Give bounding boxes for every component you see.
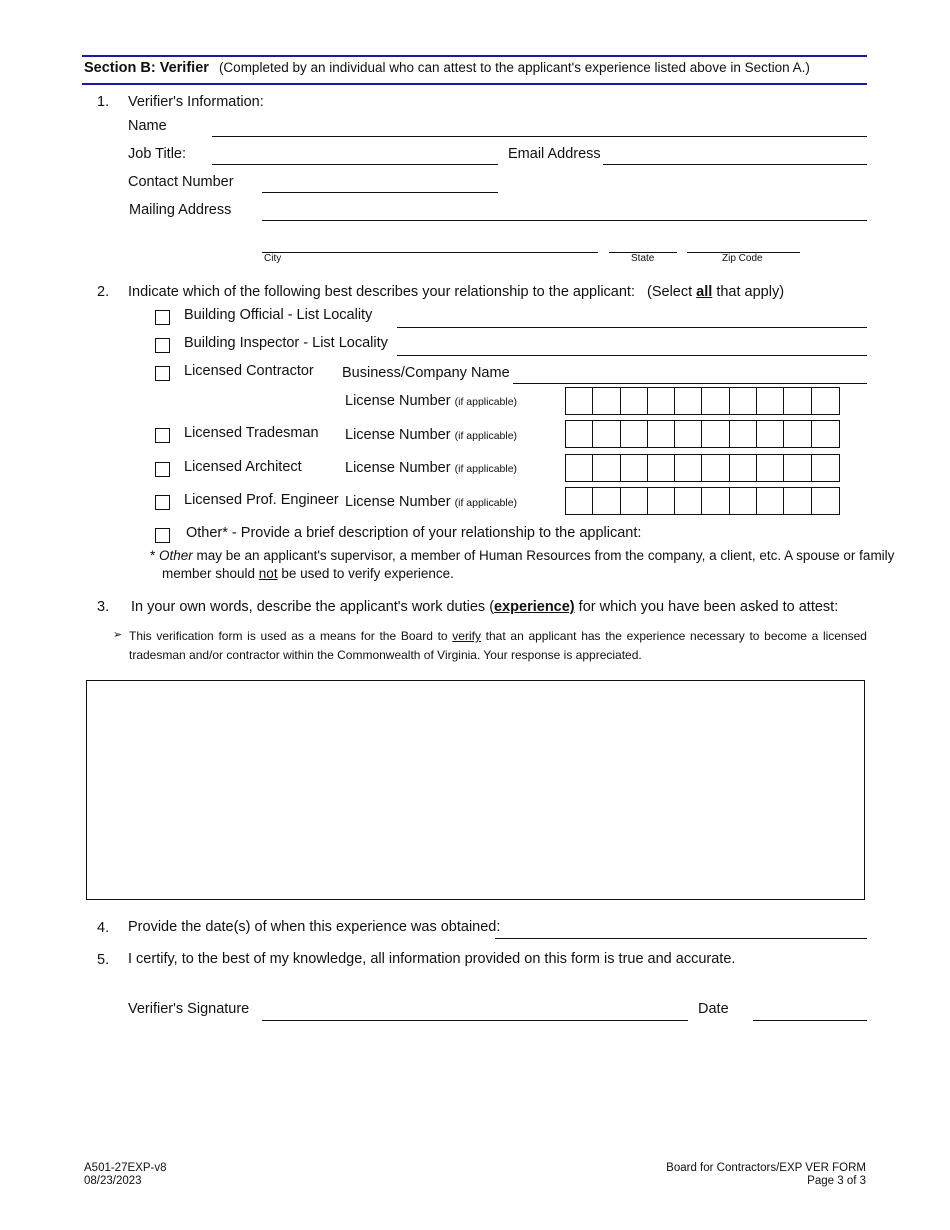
email-field[interactable] xyxy=(603,164,867,165)
job-title-field[interactable] xyxy=(212,164,498,165)
building-inspector-locality-field[interactable] xyxy=(397,355,867,356)
city-field[interactable] xyxy=(262,252,598,253)
option-other: Other* - Provide a brief description of your relationship to the applicant: xyxy=(186,525,642,541)
form-date: 08/23/2023 xyxy=(84,1175,142,1187)
section-top-rule xyxy=(82,55,867,57)
architect-license-number-boxes[interactable] xyxy=(565,454,840,482)
email-label: Email Address xyxy=(508,146,601,162)
form-code: A501-27EXP-v8 xyxy=(84,1162,167,1174)
job-title-label: Job Title: xyxy=(128,146,187,162)
license-number-label: License Number (if applicable) xyxy=(345,393,518,409)
contact-label: Contact Number xyxy=(128,174,234,190)
bullet-arrow-icon: ➢ xyxy=(113,628,123,641)
option-licensed-tradesman: Licensed Tradesman xyxy=(184,425,319,441)
date-label: Date xyxy=(698,1001,729,1017)
checkbox-licensed-contractor[interactable] xyxy=(155,366,170,381)
contact-field[interactable] xyxy=(262,192,498,193)
date-field[interactable] xyxy=(753,1020,867,1021)
zip-caption: Zip Code xyxy=(722,253,763,264)
q3-note-line-1: This verification form is used as a means for the Board to verify that an applicant has the experience necessary to become a licensed xyxy=(129,629,867,643)
checkbox-other[interactable] xyxy=(155,528,170,543)
license-number-label: License Number (if applicable) xyxy=(345,460,518,476)
checkbox-licensed-prof-engineer[interactable] xyxy=(155,495,170,510)
business-name-field[interactable] xyxy=(513,383,867,384)
footer-right xyxy=(666,1162,866,1188)
q5-label: I certify, to the best of my knowledge, all information provided on this form is true and accurate. xyxy=(128,951,736,967)
option-licensed-architect: Licensed Architect xyxy=(184,459,302,475)
mailing-field[interactable] xyxy=(262,220,867,221)
checkbox-licensed-tradesman[interactable] xyxy=(155,428,170,443)
q2-number: 2. xyxy=(97,284,110,300)
checkbox-building-inspector[interactable] xyxy=(155,338,170,353)
board-name: Board for Contractors/EXP VER FORM xyxy=(666,1162,866,1174)
section-bottom-rule xyxy=(82,83,867,85)
checkbox-building-official[interactable] xyxy=(155,310,170,325)
q4-number: 4. xyxy=(97,920,110,936)
q1-number: 1. xyxy=(97,94,110,110)
signature-field[interactable] xyxy=(262,1020,688,1021)
q3-label: In your own words, describe the applicant's work duties (experience) for which you have been asked to attest: xyxy=(131,599,839,615)
mailing-label: Mailing Address xyxy=(129,202,232,218)
other-footnote-line-2: member should not be used to verify experience. xyxy=(162,566,454,581)
option-licensed-prof-engineer: Licensed Prof. Engineer xyxy=(184,492,339,508)
tradesman-license-number-boxes[interactable] xyxy=(565,420,840,448)
other-footnote-line-1: * Other may be an applicant's supervisor, a member of Human Resources from the company, a client, etc. A spouse or family xyxy=(150,548,895,563)
q2-label: Indicate which of the following best describes your relationship to the applicant: (Select all that apply) xyxy=(128,284,785,300)
signature-label: Verifier's Signature xyxy=(128,1001,250,1017)
q3-note-line-2: tradesman and/or contractor within the Commonwealth of Virginia. Your response is appreciated. xyxy=(129,648,642,662)
name-label: Name xyxy=(128,118,167,134)
business-name-label: Business/Company Name xyxy=(342,365,510,381)
q3-number: 3. xyxy=(97,599,110,615)
section-title: Section B: Verifier xyxy=(84,60,209,76)
city-caption: City xyxy=(264,253,282,264)
contractor-license-number-boxes[interactable] xyxy=(565,387,840,415)
engineer-license-number-boxes[interactable] xyxy=(565,487,840,515)
license-number-label: License Number (if applicable) xyxy=(345,494,518,510)
experience-textarea[interactable] xyxy=(86,680,865,900)
option-building-inspector: Building Inspector - List Locality xyxy=(184,335,388,351)
page-number: Page 3 of 3 xyxy=(807,1175,866,1187)
q4-label: Provide the date(s) of when this experience was obtained: xyxy=(128,919,501,935)
section-header xyxy=(84,60,810,76)
name-field[interactable] xyxy=(212,136,867,137)
experience-dates-field[interactable] xyxy=(495,938,867,939)
option-building-official: Building Official - List Locality xyxy=(184,307,373,323)
footer-left xyxy=(84,1162,166,1188)
option-licensed-contractor: Licensed Contractor xyxy=(184,363,314,379)
building-official-locality-field[interactable] xyxy=(397,327,867,328)
q5-number: 5. xyxy=(97,952,110,968)
state-caption: State xyxy=(631,253,655,264)
license-number-label: License Number (if applicable) xyxy=(345,427,518,443)
section-subtitle: (Completed by an individual who can attest to the applicant's experience listed above in Section A.) xyxy=(218,60,810,75)
checkbox-licensed-architect[interactable] xyxy=(155,462,170,477)
q1-label: Verifier's Information: xyxy=(128,94,264,110)
